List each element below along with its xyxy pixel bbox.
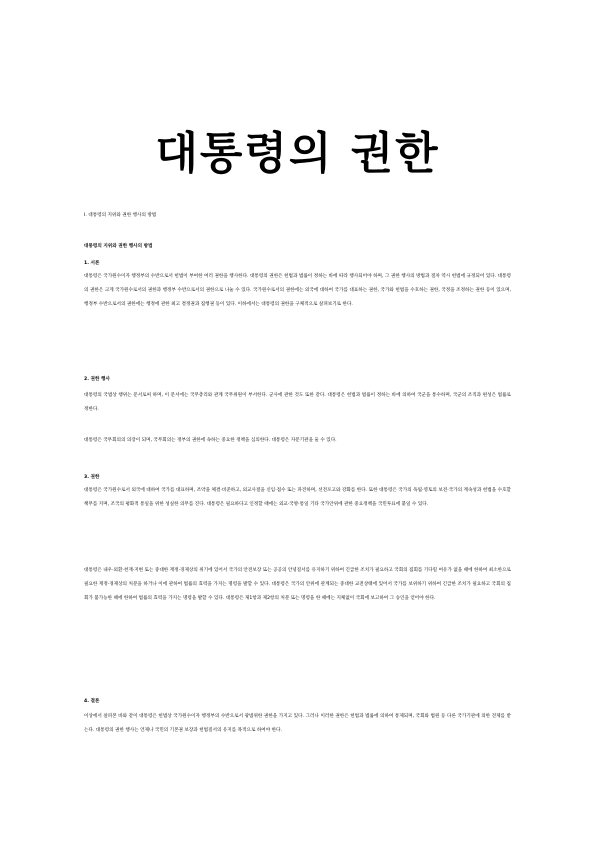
section-label: 1. 서론	[84, 261, 100, 266]
paragraph	[84, 564, 511, 688]
paragraph-text: 이상에서 살펴본 바와 같이 대통령은 헌법상 국가원수이자 행정부의 수반으로서 광범위한 권한을 가지고 있다. 그러나 이러한 권한은 헌법과 법률에 의하여 통제되며, 국회와 법원 등 다른 국가기관에 의한 견제를 받는다. 대통령의 권한 행사는 언제나 국민의 기본권 보장과 헌법질서의 유지를 목적으로 하여야 한다.	[84, 714, 511, 734]
paragraph-text: 대통령은 국가원수이자 행정부의 수반으로서 헌법이 부여한 여러 권한을 행사한다. 대통령의 권한은 헌법과 법률이 정하는 바에 따라 행사되어야 하며, 그 권한 행사의 방법과 절차 역시 헌법에 규정되어 있다. 대통령의 권한은 크게 국가원수로서의 권한과 행정부 수반으로서의 권한으로 나눌 수 있다. 국가원수로서의 권한에는 외국에 대하여 국가를 대표하는 권한, 국가와 헌법을 수호하는 권한, 국정을 조정하는 권한 등이 있으며, 행정부 수반으로서의 권한에는 행정에 관한 최고 결정권과 집행권 등이 있다. 이하에서는 대통령의 권한을 구체적으로 살펴보기로 한다.	[84, 274, 511, 308]
document-subtitle: Ⅰ. 대통령의 지위와 권한 행사의 방법	[84, 213, 157, 218]
paragraph-text: 대통령은 국무회의의 의장이 되며, 국무회의는 정부의 권한에 속하는 중요한 정책을 심의한다. 대통령은 자문기관을 둘 수 있다.	[84, 438, 337, 443]
document-title: 대통령의 권한	[155, 128, 440, 179]
section-label: 3. 권한	[84, 475, 100, 480]
paragraph-text: 대통령의 국법상 행위는 문서로써 하며, 이 문서에는 국무총리와 관계 국무위원이 부서한다. 군사에 관한 것도 또한 같다. 대통령은 헌법과 법률이 정하는 바에 의하여 국군을 통수하며, 국군의 조직과 편성은 법률로 정한다.	[84, 393, 511, 413]
paragraph	[84, 434, 511, 462]
paragraph	[84, 484, 511, 556]
paragraph	[84, 270, 511, 366]
section-label: 2. 권한 행사	[84, 377, 110, 382]
paragraph	[84, 389, 511, 431]
section-label: 4. 결론	[84, 699, 100, 704]
paragraph-text: 대통령은 내우·외환·천재·지변 또는 중대한 재정·경제상의 위기에 있어서 국가의 안전보장 또는 공공의 안녕질서를 유지하기 위하여 긴급한 조치가 필요하고 국회의 집회를 기다릴 여유가 없을 때에 한하여 최소한으로 필요한 재정·경제상의 처분을 하거나 이에 관하여 법률의 효력을 가지는 명령을 발할 수 있다. 대통령은 국가의 안위에 관계되는 중대한 교전상태에 있어서 국가를 보위하기 위하여 긴급한 조치가 필요하고 국회의 집회가 불가능한 때에 한하여 법률의 효력을 가지는 명령을 발할 수 있다. 대통령은 제1항과 제2항의 처분 또는 명령을 한 때에는 지체없이 국회에 보고하여 그 승인을 얻어야 한다.	[84, 568, 511, 602]
section-heading: 대통령의 지위와 권한 행사의 방법	[84, 244, 153, 249]
paragraph	[84, 710, 511, 754]
paragraph-text: 대통령은 국가원수로서 외국에 대하여 국가를 대표하며, 조약을 체결·비준하고, 외교사절을 신임·접수 또는 파견하며, 선전포고와 강화를 한다. 또한 대통령은 국가의 독립·영토의 보전·국가의 계속성과 헌법을 수호할 책무를 지며, 조국의 평화적 통일을 위한 성실한 의무를 진다. 대통령은 필요하다고 인정할 때에는 외교·국방·통일 기타 국가안위에 관한 중요정책을 국민투표에 붙일 수 있다.	[84, 488, 511, 508]
